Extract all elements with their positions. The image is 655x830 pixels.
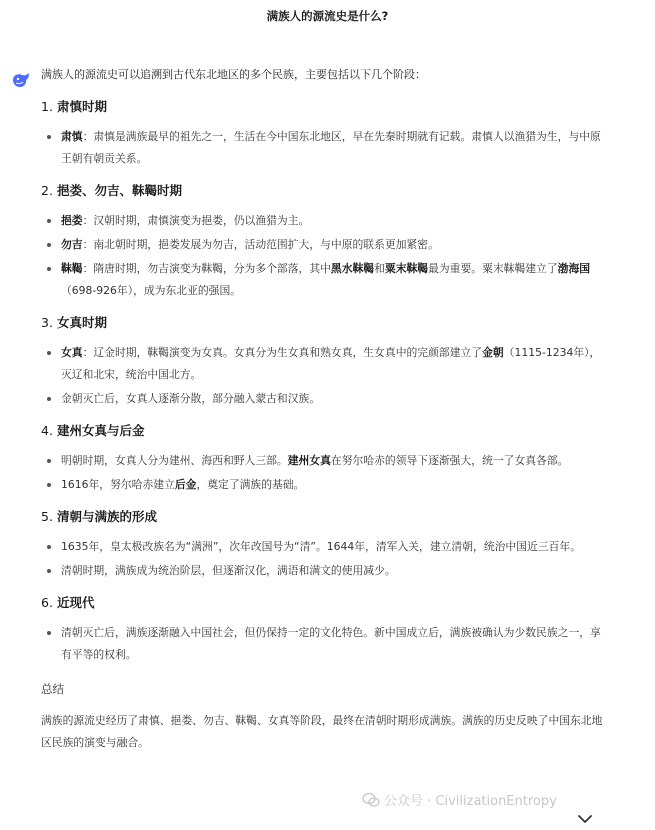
bold-term: 建州女真	[287, 454, 331, 467]
item-text: ，奠定了满族的基础。	[196, 478, 305, 491]
section-number: 4.	[41, 423, 53, 438]
user-question: 满族人的源流史是什么?	[266, 9, 389, 23]
summary-text: 满族的源流史经历了肃慎、挹娄、勿吉、靺鞨、女真等阶段，最终在清朝时期形成满族。满族的历史反映了中国东北地区民族的演变与融合。	[41, 714, 603, 749]
bullet-list	[41, 342, 610, 410]
section-title: 建州女真与后金	[56, 423, 145, 438]
wechat-icon	[362, 792, 380, 808]
bold-term: 女真	[61, 346, 83, 359]
whale-avatar-icon	[10, 69, 32, 91]
watermark	[362, 790, 557, 809]
section-title: 肃慎时期	[56, 99, 107, 114]
list-item	[41, 234, 610, 256]
bullet-list	[41, 210, 610, 302]
section-heading	[41, 180, 610, 202]
list-item	[41, 622, 610, 666]
intro-text: 满族人的源流史可以追溯到古代东北地区的多个民族，主要包括以下几个阶段：	[41, 68, 426, 81]
chevron-down-icon[interactable]	[576, 812, 594, 826]
sections-container	[41, 96, 610, 666]
item-text: 最为重要。粟末靺鞨建立了	[428, 262, 558, 275]
list-item	[41, 536, 610, 558]
section-heading	[41, 96, 610, 118]
bullet-list	[41, 536, 610, 582]
item-text: ：辽金时期，靺鞨演变为女真。女真分为生女真和熟女真，生女真中的完颜部建立了	[82, 346, 483, 359]
bold-term: 渤海国	[557, 262, 591, 275]
section-title: 近现代	[56, 595, 95, 610]
list-item	[41, 450, 610, 472]
list-item	[41, 210, 610, 232]
section-heading	[41, 420, 610, 442]
bold-term: 肃慎	[61, 130, 83, 143]
list-item	[41, 126, 610, 170]
bullet-list	[41, 450, 610, 496]
item-text: （1115-1234年），灭辽和北宋，统治中国北方。	[61, 346, 601, 381]
item-text: 在努尔哈赤的领导下逐渐强大，统一了女真各部。	[330, 454, 569, 467]
item-text: 明朝时期，女真人分为建州、海西和野人三部。	[61, 454, 288, 467]
list-item	[41, 474, 610, 496]
watermark-text: 公众号 · CivilizationEntropy	[384, 794, 557, 809]
list-item	[41, 342, 610, 386]
section-number: 3.	[41, 315, 53, 330]
bold-term: 黑水靺鞨	[330, 262, 375, 275]
bullet-list	[41, 126, 610, 170]
section-heading	[41, 592, 610, 614]
item-text: 清朝灭亡后，满族逐渐融入中国社会，但仍保持一定的文化特色。新中国成立后，满族被确认为少数民族之一，享有平等的权利。	[61, 626, 601, 661]
section-title: 清朝与满族的形成	[56, 509, 157, 524]
bold-term: 粟末靺鞨	[384, 262, 429, 275]
section-heading	[41, 312, 610, 334]
list-item	[41, 388, 610, 410]
section-number: 1.	[41, 99, 53, 114]
item-text: 1616年，努尔哈赤建立	[61, 478, 175, 491]
bold-term: 勿吉	[61, 238, 83, 251]
item-text: 和	[374, 262, 385, 275]
section-title: 女真时期	[56, 315, 107, 330]
bullet-list	[41, 622, 610, 666]
item-text: （698-926年），成为东北亚的强国。	[61, 284, 242, 297]
item-text: 清朝时期，满族成为统治阶层，但逐渐汉化，满语和满文的使用减少。	[61, 564, 396, 577]
summary-heading: 总结	[41, 682, 64, 696]
section-number: 5.	[41, 509, 53, 524]
section-heading	[41, 506, 610, 528]
item-text: ：汉朝时期，肃慎演变为挹娄，仍以渔猎为主。	[82, 214, 310, 227]
section-title: 挹娄、勿吉、靺鞨时期	[56, 183, 182, 198]
section-number: 6.	[41, 595, 53, 610]
list-item	[41, 258, 610, 302]
item-text: 金朝灭亡后，女真人逐渐分散，部分融入蒙古和汉族。	[61, 392, 321, 405]
item-text: ：隋唐时期，勿吉演变为靺鞨，分为多个部落，其中	[82, 262, 331, 275]
item-text: 1635年，皇太极改族名为“满洲”，次年改国号为“清”。1644年，清军入关，建立清朝，统治中国近三百年。	[61, 540, 581, 553]
bold-term: 金朝	[482, 346, 504, 359]
assistant-answer	[10, 64, 610, 754]
list-item	[41, 560, 610, 582]
bold-term: 挹娄	[61, 214, 83, 227]
bold-term: 靺鞨	[61, 262, 83, 275]
section-number: 2.	[41, 183, 53, 198]
item-text: ：南北朝时期，挹娄发展为勿吉，活动范围扩大，与中原的联系更加紧密。	[82, 238, 439, 251]
item-text: ：肃慎是满族最早的祖先之一，生活在今中国东北地区，早在先秦时期就有记载。肃慎人以渔猎为生，与中原王朝有朝贡关系。	[61, 130, 601, 165]
bold-term: 后金	[174, 478, 197, 491]
